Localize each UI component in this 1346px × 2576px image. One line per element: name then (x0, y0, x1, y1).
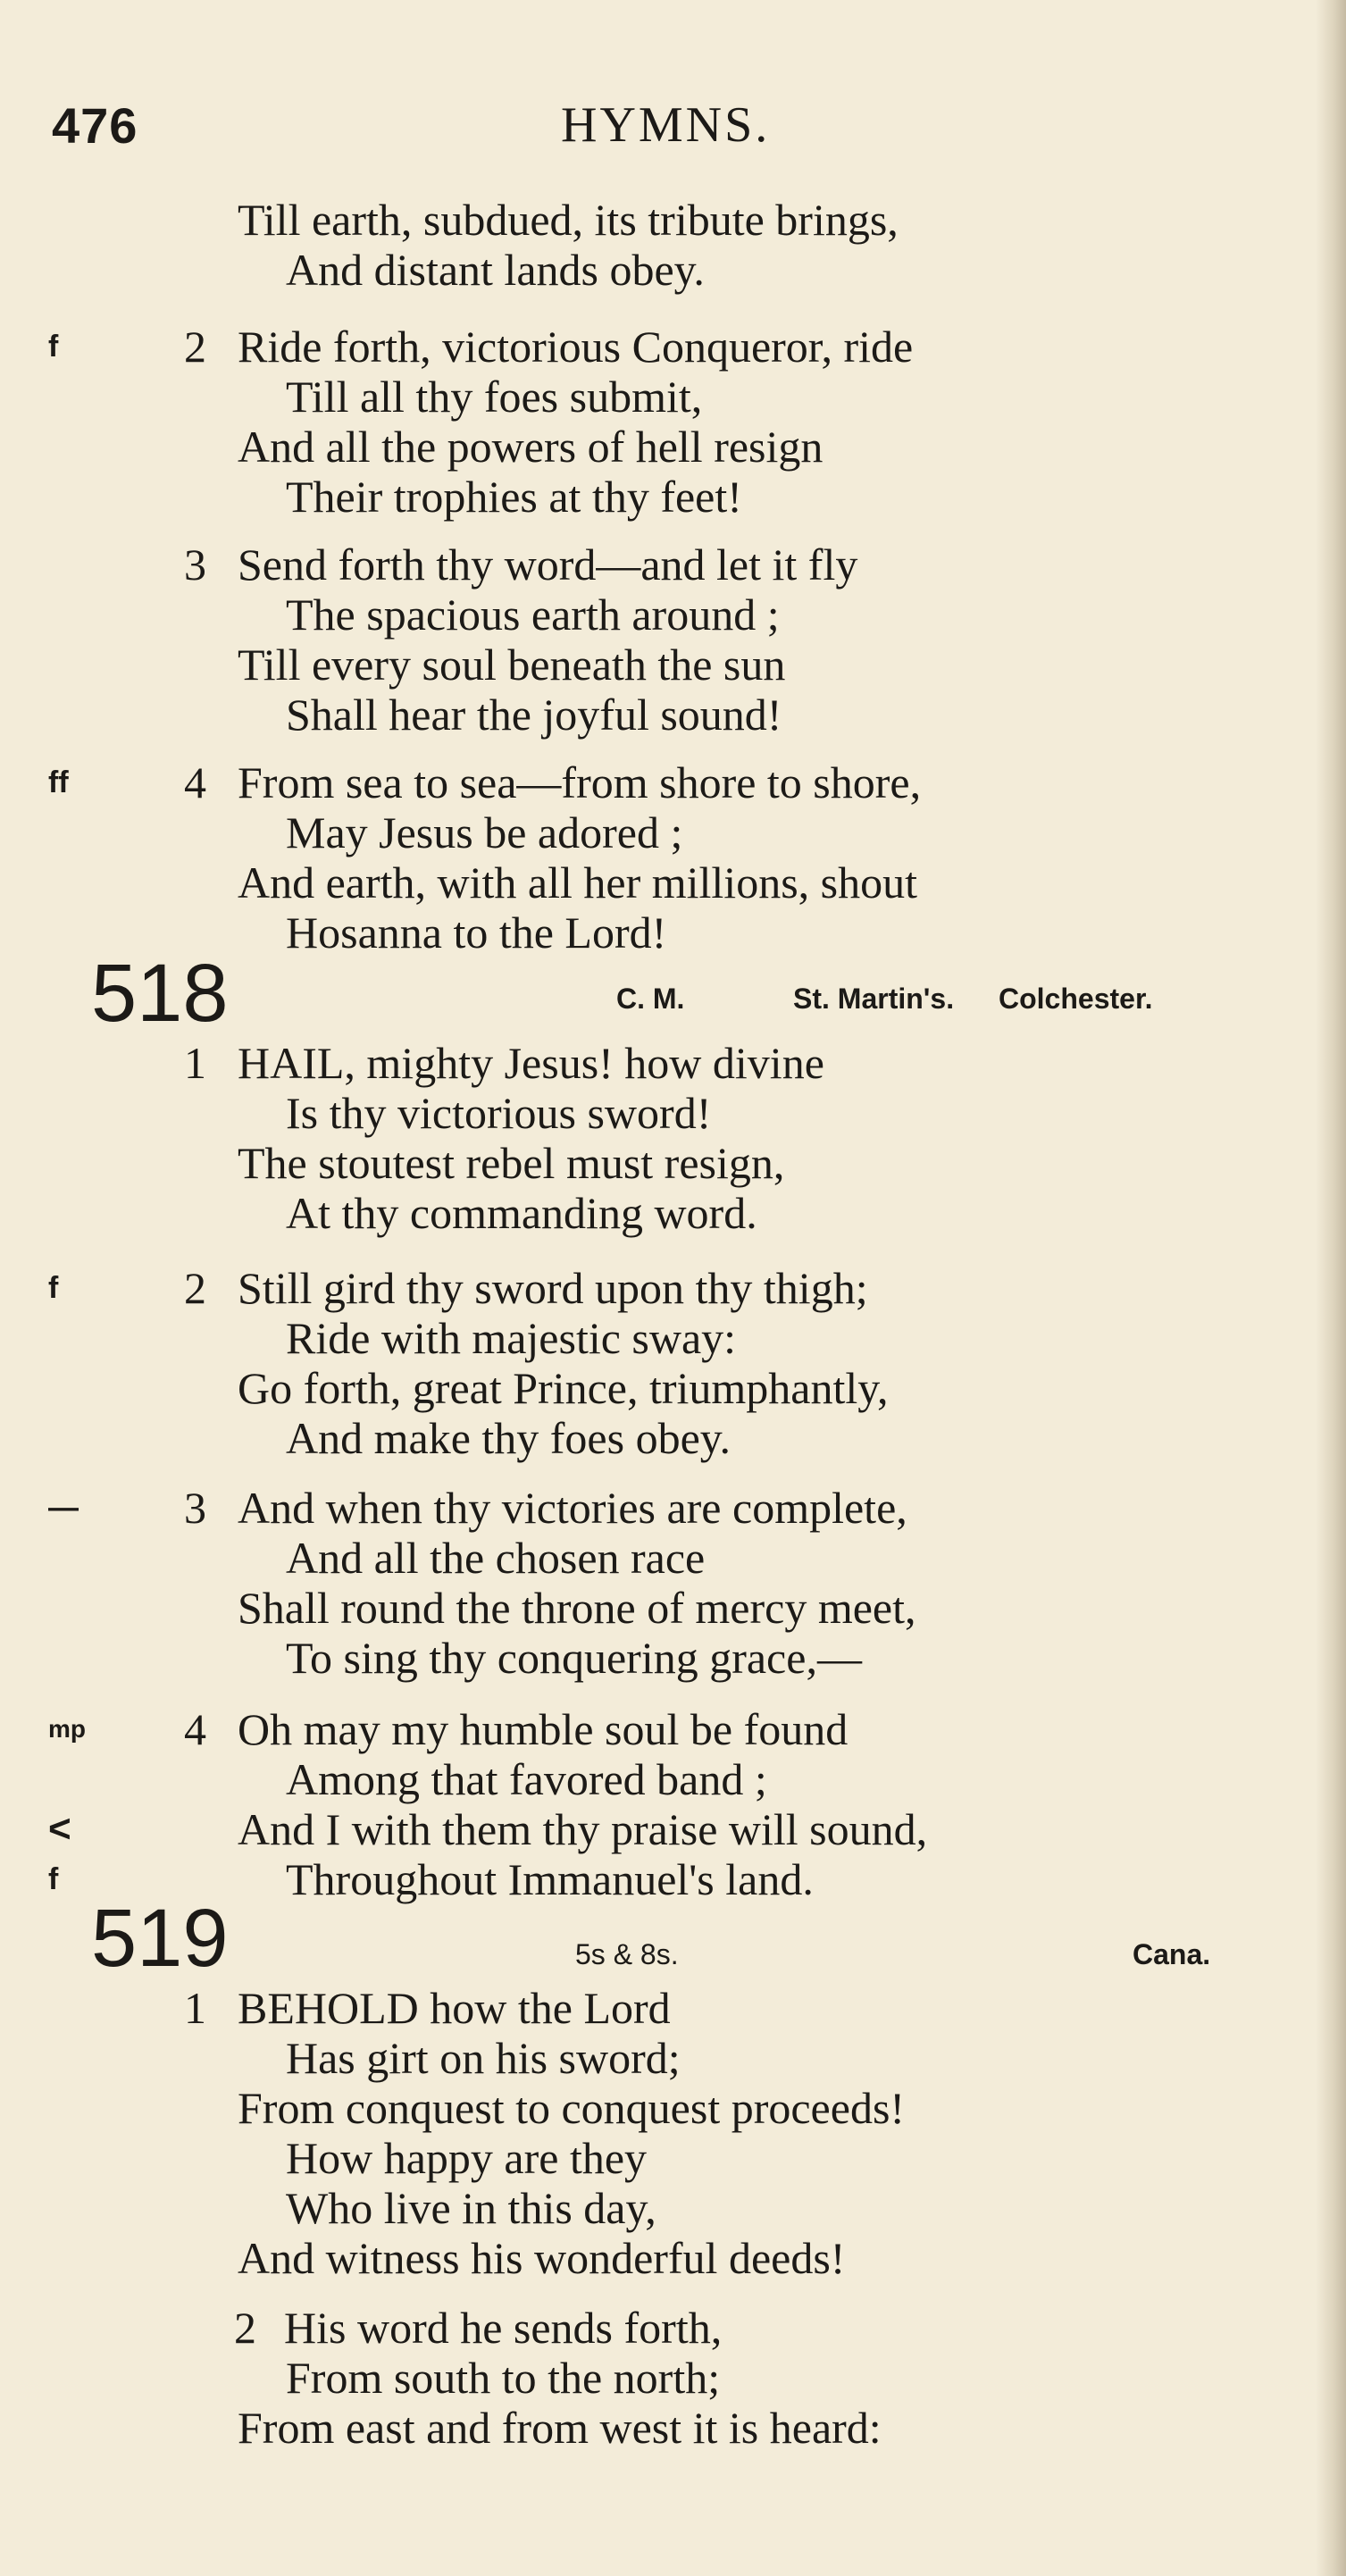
verse-number: 1 (184, 1038, 206, 1088)
verse-line: Their trophies at thy feet! (286, 472, 742, 522)
verse-line: And witness his wonderful deeds! (238, 2233, 846, 2283)
verse-line: From south to the north; (286, 2353, 721, 2403)
verse-line: Still gird thy sword upon thy thigh; (238, 1263, 868, 1313)
hymn-meter: 5s & 8s. (575, 1938, 679, 1970)
tune-name: Cana. (1133, 1938, 1211, 1970)
verse-line: Ride forth, victorious Conqueror, ride (238, 322, 914, 372)
verse-line: HAIL, mighty Jesus! how divine (238, 1038, 824, 1088)
verse-line: How happy are they (286, 2133, 648, 2183)
verse-number: 4 (184, 757, 206, 807)
verse-line: Throughout Immanuel's land. (286, 1854, 814, 1904)
verse-line: And make thy foes obey. (286, 1413, 732, 1463)
verse-line: Till all thy foes submit, (286, 372, 703, 422)
verse-line: To sing thy conquering grace,— (286, 1633, 862, 1683)
verse-line: Hosanna to the Lord! (286, 907, 667, 958)
verse-line: And earth, with all her millions, shout (238, 857, 918, 907)
verse-line: May Jesus be adored ; (286, 807, 683, 857)
verse-line: Go forth, great Prince, triumphantly, (238, 1363, 889, 1413)
verse-line: Till every soul beneath the sun (238, 640, 786, 690)
running-head: HYMNS. (561, 97, 771, 153)
verse-line: The stoutest rebel must resign, (238, 1138, 785, 1188)
verse-line: Oh may my humble soul be found (238, 1704, 849, 1754)
verse-number: 4 (184, 1704, 206, 1754)
verse-line: From sea to sea—from shore to shore, (238, 757, 922, 807)
verse-number: 3 (184, 1483, 206, 1533)
verse-line: At thy commanding word. (286, 1188, 757, 1238)
verse-line: And all the powers of hell resign (238, 422, 823, 472)
verse-line: From east and from west it is heard: (238, 2403, 882, 2453)
verse-line: Has girt on his sword; (286, 2033, 681, 2083)
verse-line: From conquest to conquest proceeds! (238, 2083, 906, 2133)
dynamic-mark: — (48, 1491, 79, 1525)
verse-line: Who live in this day, (286, 2183, 656, 2233)
tune-name: Colchester. (999, 983, 1153, 1015)
verse-line: Ride with majestic sway: (286, 1313, 737, 1363)
verse-line: And all the chosen race (286, 1533, 706, 1583)
hymn-number: 518 (91, 948, 229, 1039)
verse-number: 2 (234, 2303, 256, 2353)
dynamic-mark: mp (48, 1715, 86, 1743)
verse-number: 2 (184, 1263, 206, 1313)
crescendo-mark: < (48, 1807, 71, 1851)
hymn-meter: C. M. (616, 983, 685, 1015)
verse-line: Shall round the throne of mercy meet, (238, 1583, 916, 1633)
page-header (0, 96, 1346, 159)
verse-line: Is thy victorious sword! (286, 1088, 712, 1138)
verse-line: Till earth, subdued, its tribute brings, (238, 195, 899, 245)
page-number: 476 (52, 97, 138, 154)
verse-line: And I with them thy praise will sound, (238, 1804, 928, 1854)
dynamic-mark: f (48, 1862, 59, 1896)
verse-line: His word he sends forth, (284, 2303, 723, 2353)
dynamic-mark: f (48, 330, 59, 364)
verse-number: 2 (184, 322, 206, 372)
verse-line: Send forth thy word—and let it fly (238, 539, 858, 590)
tune-name: St. Martin's. (793, 983, 955, 1015)
verse-number: 1 (184, 1983, 206, 2033)
verse-line: The spacious earth around ; (286, 590, 780, 640)
verse-line: Among that favored band ; (286, 1754, 767, 1804)
verse-line: And distant lands obey. (286, 245, 705, 295)
verse-number: 3 (184, 539, 206, 590)
dynamic-mark: f (48, 1271, 59, 1305)
hymn-number: 519 (91, 1893, 229, 1984)
verse-line: And when thy victories are complete, (238, 1483, 907, 1533)
verse-line: BEHOLD how the Lord (238, 1983, 671, 2033)
page-edge-shadow (1316, 0, 1346, 2576)
verse-line: Shall hear the joyful sound! (286, 690, 782, 740)
dynamic-mark: ff (48, 765, 69, 799)
